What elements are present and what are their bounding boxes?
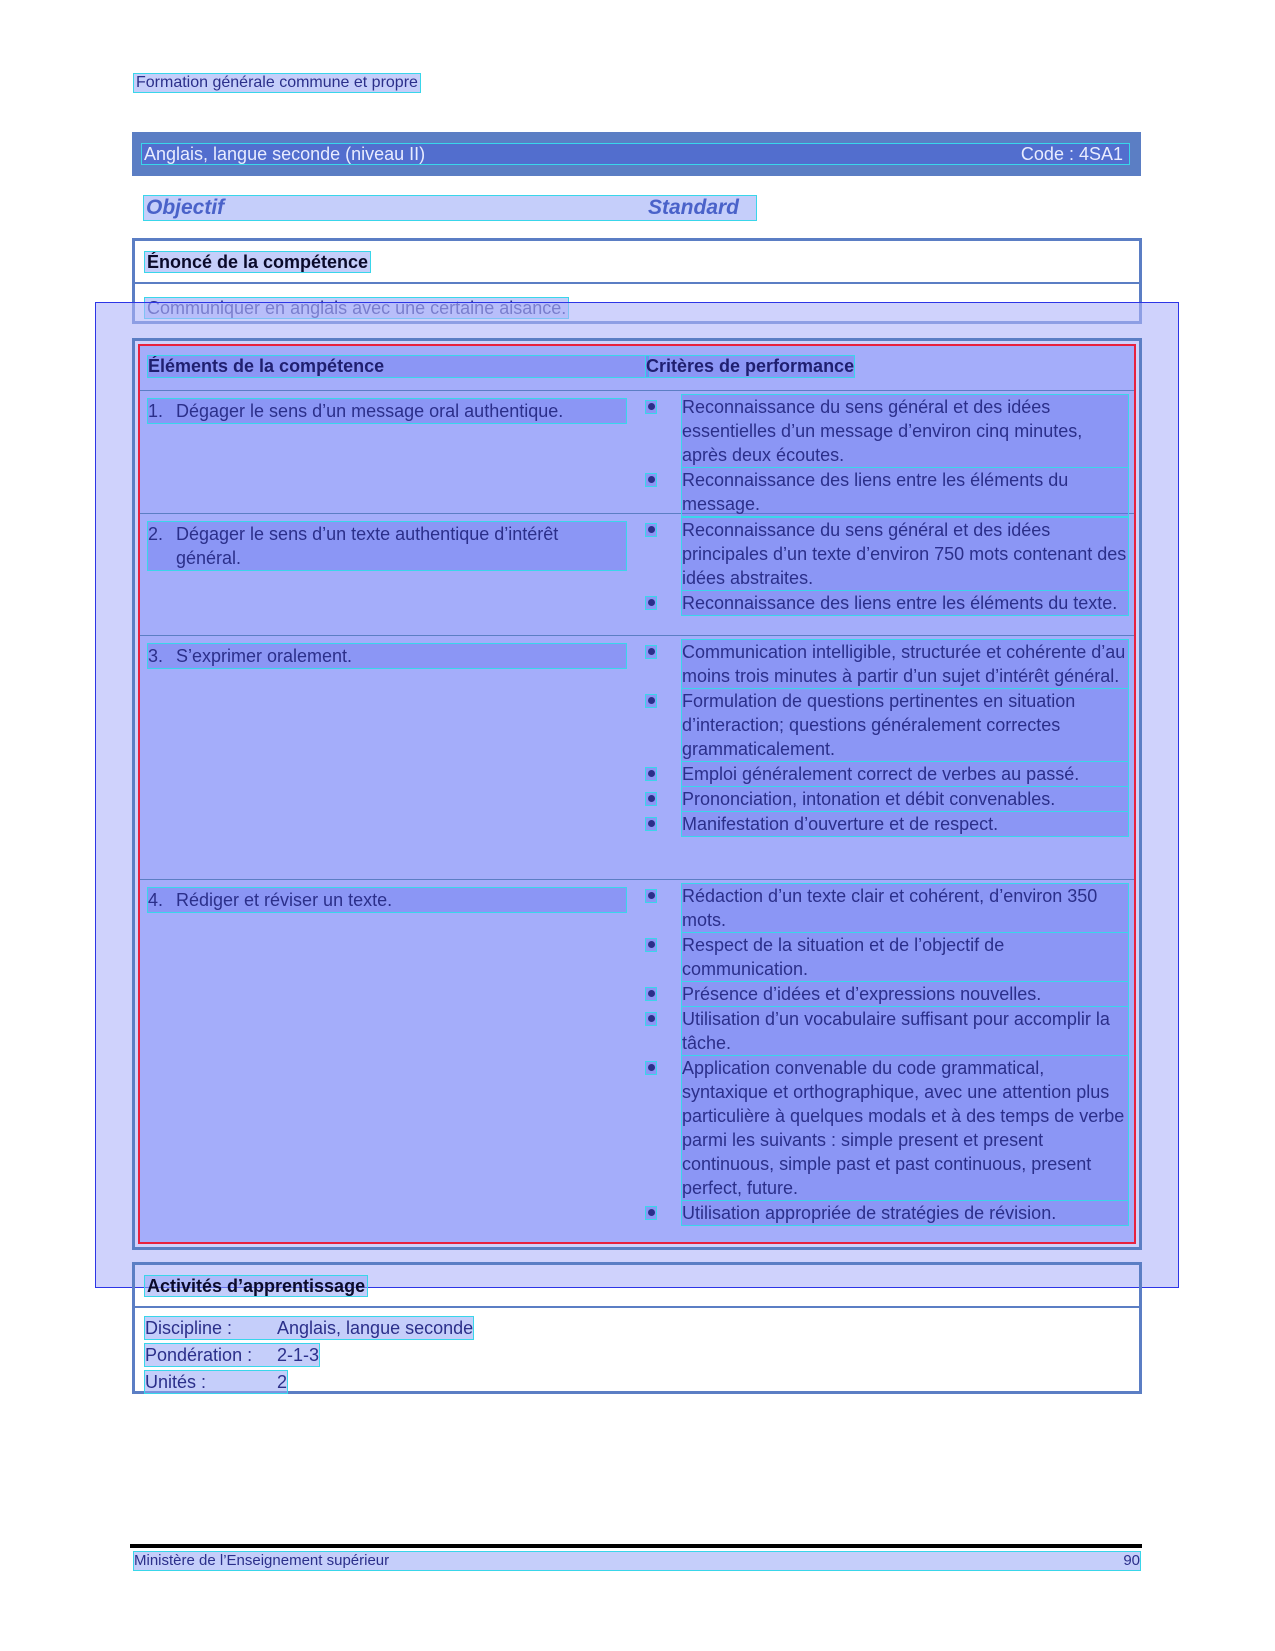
competence-table-box	[132, 338, 1142, 1250]
element-text: Dégager le sens d’un message oral authentique.	[148, 399, 626, 423]
criterion-item	[646, 1056, 1128, 1200]
bullet-icon	[646, 939, 656, 951]
criterion-text: Prononciation, intonation et débit convenables.	[682, 787, 1128, 811]
criterion-text: Respect de la situation et de l’objectif de communication.	[682, 933, 1128, 981]
enonce-title: Énoncé de la compétence	[147, 252, 369, 272]
bullet-icon	[646, 793, 656, 805]
criterion-item	[646, 982, 1128, 1006]
criterion-text: Présence d’idées et d’expressions nouvelles.	[682, 982, 1128, 1006]
element-number: 3.	[148, 646, 164, 666]
activities-box	[132, 1262, 1142, 1394]
course-title-bar	[132, 132, 1141, 176]
criterion-item	[646, 884, 1128, 932]
bullet-icon	[646, 646, 656, 658]
discipline-line	[145, 1317, 473, 1339]
course-title: Anglais, langue seconde (niveau II)	[144, 144, 426, 164]
bullet-icon	[646, 1062, 656, 1074]
criterion-item	[646, 689, 1128, 761]
criterion-item	[646, 812, 1128, 836]
activities-header	[135, 1265, 1139, 1308]
element-cell	[148, 522, 626, 570]
bullet-icon	[646, 988, 656, 1000]
table-header	[140, 346, 1134, 391]
objective-standard-header	[144, 196, 756, 220]
table-row	[140, 514, 1134, 636]
table-row	[140, 880, 1134, 1246]
element-cell	[148, 399, 626, 423]
element-number: 4.	[148, 890, 164, 910]
criteria-list	[646, 518, 1128, 616]
unites-line	[145, 1371, 287, 1393]
criterion-text: Reconnaissance des liens entre les éléments du message.	[682, 468, 1128, 516]
criterion-text: Application convenable du code grammatical, syntaxique et orthographique, avec une attention plus particulière à quelques modals et à des temps de verbe parmi les suivants : simple present et present continuous, simple past et past continuous, present perfect, future.	[682, 1056, 1128, 1200]
unites-value: 2	[277, 1372, 288, 1392]
footer	[134, 1552, 1140, 1570]
objectif-label: Objectif	[146, 196, 225, 219]
criterion-text: Reconnaissance du sens général et des idées essentielles d’un message d’environ cinq minutes, après deux écoutes.	[682, 395, 1128, 467]
criterion-item	[646, 933, 1128, 981]
page-number: 90	[1123, 1552, 1140, 1569]
element-text: S’exprimer oralement.	[148, 644, 626, 668]
bullet-icon	[646, 401, 656, 413]
element-number: 1.	[148, 401, 164, 421]
ponderation-value: 2-1-3	[277, 1345, 320, 1365]
criterion-item	[646, 395, 1128, 467]
table-row	[140, 636, 1134, 880]
element-text: Rédiger et réviser un texte.	[148, 888, 626, 912]
standard-label: Standard	[648, 196, 740, 219]
criterion-text: Communication intelligible, structurée et cohérente d’au moins trois minutes à partir d’un sujet d’intérêt général.	[682, 640, 1128, 688]
table-row	[140, 391, 1134, 514]
criterion-text: Formulation de questions pertinentes en situation d’interaction; questions généralement correctes grammaticalement.	[682, 689, 1128, 761]
bullet-icon	[646, 474, 656, 486]
running-header: Formation générale commune et propre	[136, 74, 418, 91]
criterion-item	[646, 762, 1128, 786]
ponderation-line	[145, 1344, 319, 1366]
unites-label: Unités :	[145, 1372, 207, 1392]
criterion-item	[646, 640, 1128, 688]
bullet-icon	[646, 524, 656, 536]
bullet-icon	[646, 890, 656, 902]
criterion-text: Utilisation d’un vocabulaire suffisant pour accomplir la tâche.	[682, 1007, 1128, 1055]
criterion-text: Reconnaissance du sens général et des idées principales d’un texte d’environ 750 mots contenant des idées abstraites.	[682, 520, 1127, 588]
header-elements: Éléments de la compétence	[148, 356, 648, 377]
discipline-value: Anglais, langue seconde	[277, 1318, 474, 1338]
criterion-item	[646, 787, 1128, 811]
bullet-icon	[646, 597, 656, 609]
criterion-item	[646, 591, 1128, 615]
enonce-header	[135, 241, 1139, 284]
course-title-line	[142, 144, 1129, 164]
discipline-label: Discipline :	[145, 1318, 233, 1338]
ponderation-label: Pondération :	[145, 1345, 253, 1365]
criterion-text: Reconnaissance des liens entre les éléments du texte.	[682, 591, 1128, 615]
bullet-icon	[646, 695, 656, 707]
course-code: Code : 4SA1	[1020, 144, 1123, 164]
criterion-text: Utilisation appropriée de stratégies de révision.	[682, 1201, 1128, 1225]
criterion-item	[646, 1201, 1128, 1225]
criterion-item	[646, 518, 1128, 590]
activities-title: Activités d’apprentissage	[147, 1276, 366, 1296]
criterion-text: Manifestation d’ouverture et de respect.	[682, 812, 1128, 836]
element-text: Dégager le sens d’un texte authentique d’intérêt général.	[148, 522, 626, 570]
bullet-icon	[646, 1013, 656, 1025]
header-criteres: Critères de performance	[646, 356, 855, 376]
footer-rule	[130, 1544, 1142, 1548]
bullet-icon	[646, 818, 656, 830]
bullet-icon	[646, 768, 656, 780]
criterion-text: Rédaction d’un texte clair et cohérent, d’environ 350 mots.	[682, 884, 1128, 932]
element-cell	[148, 888, 626, 912]
criteria-list	[646, 884, 1128, 1226]
criteria-list	[646, 395, 1128, 517]
competence-table	[138, 344, 1136, 1244]
footer-ministry: Ministère de l’Enseignement supérieur	[134, 1552, 390, 1569]
criteria-list	[646, 640, 1128, 837]
criterion-text: Emploi généralement correct de verbes au passé.	[682, 762, 1128, 786]
criterion-item	[646, 1007, 1128, 1055]
bullet-icon	[646, 1207, 656, 1219]
criterion-item	[646, 468, 1128, 516]
element-number: 2.	[148, 524, 164, 544]
element-cell	[148, 644, 626, 668]
